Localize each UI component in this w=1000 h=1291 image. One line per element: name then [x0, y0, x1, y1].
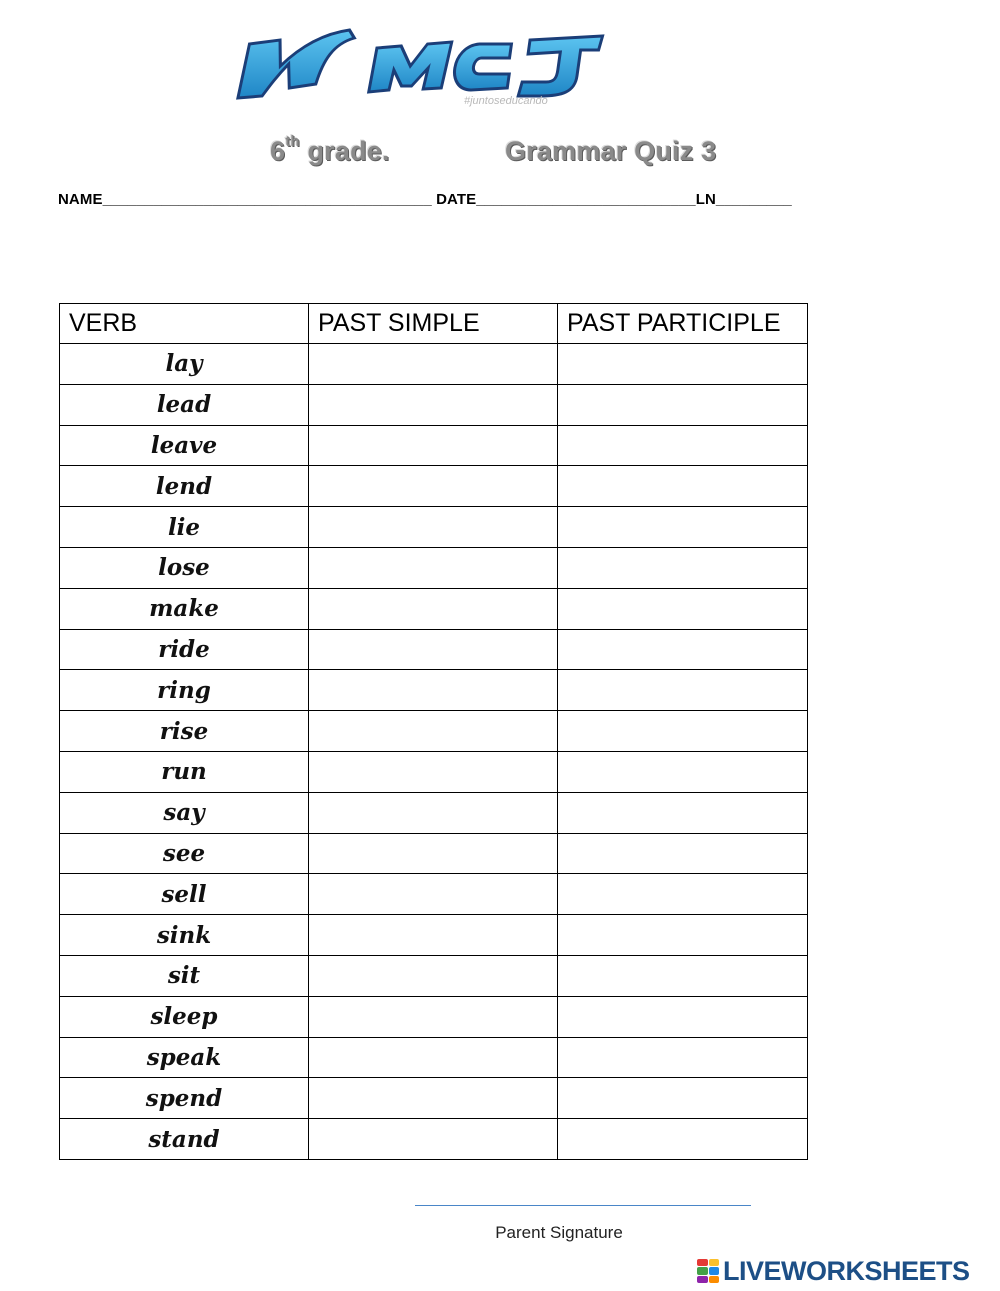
table-row: [60, 629, 808, 670]
table-header-row: [60, 304, 808, 344]
header-verb: VERB: [60, 304, 309, 344]
header-past-simple: PAST SIMPLE: [309, 304, 558, 344]
table-row: [60, 588, 808, 629]
past-simple-answer-cell[interactable]: [309, 955, 558, 996]
table-row: [60, 955, 808, 996]
past-simple-answer-cell[interactable]: [309, 1119, 558, 1160]
past-simple-answer-cell[interactable]: [309, 507, 558, 548]
liveworksheets-text: LIVEWORKSHEETS: [723, 1255, 970, 1286]
past-participle-answer-cell[interactable]: [558, 384, 808, 425]
grade-word: grade.: [307, 136, 390, 166]
verb-cell: sink: [60, 915, 309, 956]
past-simple-answer-cell[interactable]: [309, 1078, 558, 1119]
title-row: [0, 133, 1000, 176]
table-row: [60, 711, 808, 752]
past-simple-answer-cell[interactable]: [309, 425, 558, 466]
past-participle-answer-cell[interactable]: [558, 547, 808, 588]
signature-line: [415, 1205, 751, 1206]
past-simple-answer-cell[interactable]: [309, 344, 558, 385]
verb-cell: make: [60, 588, 309, 629]
school-logo: [232, 26, 622, 108]
table-row: [60, 507, 808, 548]
past-participle-answer-cell[interactable]: [558, 507, 808, 548]
grade-suffix: th: [285, 133, 300, 150]
past-simple-answer-cell[interactable]: [309, 1037, 558, 1078]
past-participle-answer-cell[interactable]: [558, 833, 808, 874]
past-participle-answer-cell[interactable]: [558, 1078, 808, 1119]
verb-cell: see: [60, 833, 309, 874]
table-row: [60, 670, 808, 711]
logo-tagline: #juntoseducando: [464, 95, 548, 107]
table-row: [60, 751, 808, 792]
verb-table-body: [60, 344, 808, 1160]
past-participle-answer-cell[interactable]: [558, 792, 808, 833]
past-participle-answer-cell[interactable]: [558, 711, 808, 752]
verb-cell: speak: [60, 1037, 309, 1078]
table-row: [60, 466, 808, 507]
past-participle-answer-cell[interactable]: [558, 670, 808, 711]
table-row: [60, 1119, 808, 1160]
verb-cell: lead: [60, 384, 309, 425]
verb-table: [59, 303, 808, 1160]
quiz-title: Grammar Quiz 3: [505, 136, 717, 166]
past-simple-answer-cell[interactable]: [309, 751, 558, 792]
table-row: [60, 1037, 808, 1078]
verb-cell: stand: [60, 1119, 309, 1160]
past-participle-answer-cell[interactable]: [558, 1119, 808, 1160]
past-participle-answer-cell[interactable]: [558, 344, 808, 385]
past-participle-answer-cell[interactable]: [558, 915, 808, 956]
past-participle-answer-cell[interactable]: [558, 466, 808, 507]
verb-cell: ring: [60, 670, 309, 711]
past-simple-answer-cell[interactable]: [309, 466, 558, 507]
table-row: [60, 344, 808, 385]
verb-cell: leave: [60, 425, 309, 466]
past-simple-answer-cell[interactable]: [309, 588, 558, 629]
table-row: [60, 874, 808, 915]
past-simple-answer-cell[interactable]: [309, 996, 558, 1037]
past-participle-answer-cell[interactable]: [558, 425, 808, 466]
past-simple-answer-cell[interactable]: [309, 833, 558, 874]
verb-cell: sit: [60, 955, 309, 996]
grade-number: 6: [270, 136, 286, 166]
past-participle-answer-cell[interactable]: [558, 955, 808, 996]
verb-cell: lie: [60, 507, 309, 548]
past-simple-answer-cell[interactable]: [309, 547, 558, 588]
student-info-line: NAME_______________________________________ DATE__________________________LN_________: [58, 191, 792, 208]
verb-cell: spend: [60, 1078, 309, 1119]
past-participle-answer-cell[interactable]: [558, 751, 808, 792]
table-row: [60, 996, 808, 1037]
past-participle-answer-cell[interactable]: [558, 1037, 808, 1078]
past-simple-answer-cell[interactable]: [309, 792, 558, 833]
past-simple-answer-cell[interactable]: [309, 915, 558, 956]
past-simple-answer-cell[interactable]: [309, 874, 558, 915]
past-participle-answer-cell[interactable]: [558, 629, 808, 670]
table-row: [60, 833, 808, 874]
verb-cell: lose: [60, 547, 309, 588]
signature-label: Parent Signature: [495, 1223, 623, 1242]
past-participle-answer-cell[interactable]: [558, 874, 808, 915]
liveworksheets-icon: [697, 1259, 719, 1283]
past-simple-answer-cell[interactable]: [309, 384, 558, 425]
header-past-participle: PAST PARTICIPLE: [558, 304, 808, 344]
verb-cell: lend: [60, 466, 309, 507]
verb-cell: lay: [60, 344, 309, 385]
verb-cell: say: [60, 792, 309, 833]
table-row: [60, 547, 808, 588]
past-participle-answer-cell[interactable]: [558, 996, 808, 1037]
verb-cell: sell: [60, 874, 309, 915]
verb-cell: rise: [60, 711, 309, 752]
verb-cell: sleep: [60, 996, 309, 1037]
table-row: [60, 1078, 808, 1119]
past-simple-answer-cell[interactable]: [309, 711, 558, 752]
past-simple-answer-cell[interactable]: [309, 629, 558, 670]
past-simple-answer-cell[interactable]: [309, 670, 558, 711]
verb-cell: run: [60, 751, 309, 792]
verb-cell: ride: [60, 629, 309, 670]
table-row: [60, 792, 808, 833]
liveworksheets-brand: [697, 1257, 970, 1285]
table-row: [60, 915, 808, 956]
grade-title: [270, 133, 390, 167]
table-row: [60, 425, 808, 466]
table-row: [60, 384, 808, 425]
past-participle-answer-cell[interactable]: [558, 588, 808, 629]
